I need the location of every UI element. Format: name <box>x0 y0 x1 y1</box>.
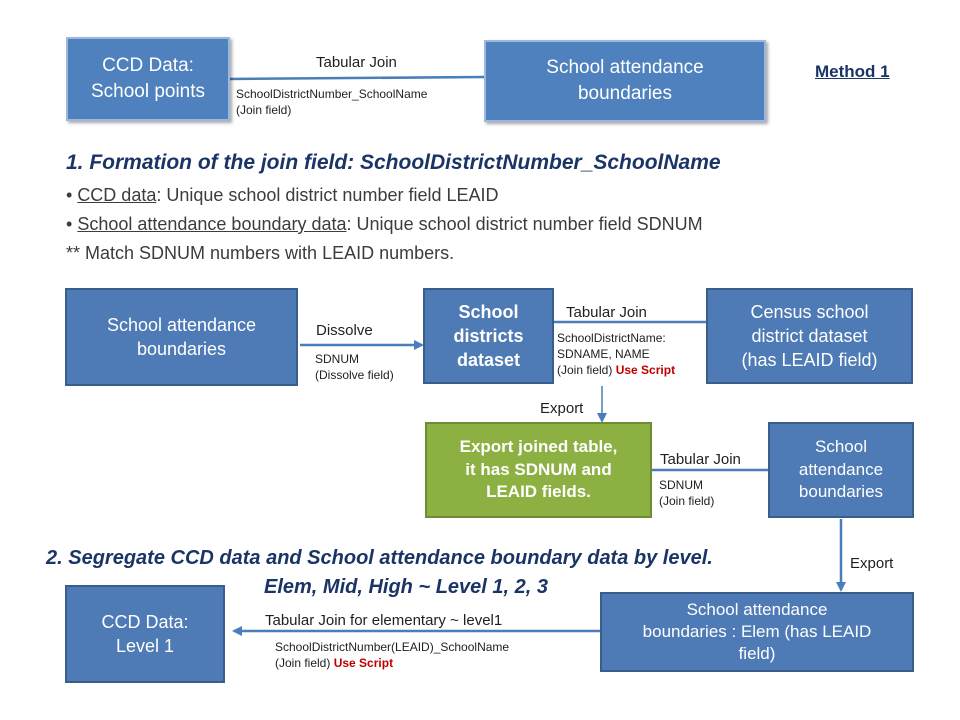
box-line: School <box>815 436 867 456</box>
box-line: School attendance <box>546 57 704 79</box>
top-join-line <box>229 77 485 79</box>
box-line: School points <box>90 81 206 102</box>
join2-field <box>659 477 714 509</box>
bottom-join-field <box>275 639 509 671</box>
top-join-label: Tabular Join <box>316 54 397 71</box>
use-script-label: Use Script <box>333 656 394 670</box>
join2-label: Tabular Join <box>660 451 741 468</box>
box-line: CCD Data: <box>102 55 194 77</box>
join1-field <box>557 330 675 378</box>
school-attendance-boundaries-box-flow <box>65 288 298 386</box>
join1-field-note: (Join field) <box>557 363 613 377</box>
school-districts-dataset-box <box>423 288 554 384</box>
box-line: School <box>458 301 519 322</box>
bullet-ccd <box>66 185 499 206</box>
bullet-sab <box>66 214 703 235</box>
box-line: Census school <box>750 301 869 322</box>
section2-heading-line1: 2. Segregate CCD data and School attendance boundary data by level. <box>46 547 713 569</box>
box-line: attendance <box>798 459 884 479</box>
join-field-note: (Join field) <box>236 103 292 117</box>
bullet-dot: • <box>66 214 78 234</box>
bullet-text: : Unique school district number field SDNUM <box>346 214 703 234</box>
box-line: dataset <box>456 350 521 371</box>
box-line: boundaries : Elem (has LEAID <box>642 621 872 641</box>
box-line: (has LEAID field) <box>741 350 878 371</box>
match-note: ** Match SDNUM numbers with LEAID numbers. <box>66 243 455 263</box>
join-field-name: SchoolDistrictNumber_SchoolName <box>236 87 428 101</box>
box-line: Export joined table, <box>459 436 618 456</box>
section2-heading-line2: Elem, Mid, High ~ Level 1, 2, 3 <box>264 576 548 598</box>
bottom-join-field-note-line <box>275 655 509 671</box>
method-label: Method 1 <box>815 62 890 81</box>
box-line: LEAID fields. <box>486 482 591 502</box>
school-attendance-boundaries-box-top <box>484 40 766 122</box>
bullet-dot: • <box>66 185 78 205</box>
box-line: district dataset <box>751 325 868 346</box>
export-joined-table-box <box>425 422 652 518</box>
box-line: field) <box>738 644 776 664</box>
export1-label: Export <box>540 400 584 417</box>
export2-label: Export <box>850 555 894 572</box>
join1-label: Tabular Join <box>566 304 647 321</box>
box-line: CCD Data: <box>101 611 189 632</box>
join1-field-values: SDNAME, NAME <box>557 347 650 361</box>
box-line: boundaries <box>577 83 673 104</box>
dissolve-field-name: SDNUM <box>315 352 359 366</box>
dissolve-field-note: (Dissolve field) <box>315 368 394 382</box>
dissolve-field <box>315 351 394 383</box>
join1-field-note-line <box>557 362 675 378</box>
section1-heading: 1. Formation of the join field: SchoolDistrictNumber_SchoolName <box>66 151 721 174</box>
bullet-text: : Unique school district number field LEAID <box>156 185 499 205</box>
box-line: boundaries <box>136 339 227 359</box>
box-line: Level 1 <box>115 636 175 656</box>
school-attendance-boundaries-box-2 <box>768 422 914 518</box>
top-join-field <box>236 86 427 118</box>
dissolve-label: Dissolve <box>316 322 373 339</box>
ccd-level1-box <box>65 585 225 683</box>
box-line: districts <box>453 325 524 346</box>
bottom-join-field-name: SchoolDistrictNumber(LEAID)_SchoolName <box>275 640 510 654</box>
join2-field-note: (Join field) <box>659 494 715 508</box>
box-line: School attendance <box>686 599 828 619</box>
use-script-label: Use Script <box>615 363 676 377</box>
box-line: it has SDNUM and <box>465 459 612 479</box>
box-line: School attendance <box>106 314 257 335</box>
box-line: boundaries <box>798 482 884 502</box>
ccd-school-points-box <box>66 37 230 121</box>
sab-data-term: School attendance boundary data <box>77 214 347 234</box>
school-attendance-boundaries-elem-box <box>600 592 914 672</box>
join2-field-name: SDNUM <box>659 478 703 492</box>
census-school-district-dataset-box <box>706 288 913 384</box>
bottom-join-label: Tabular Join for elementary ~ level1 <box>265 612 503 629</box>
bottom-join-field-note: (Join field) <box>275 656 331 670</box>
join1-field-name: SchoolDistrictName: <box>557 331 666 345</box>
ccd-data-term: CCD data <box>77 185 157 205</box>
